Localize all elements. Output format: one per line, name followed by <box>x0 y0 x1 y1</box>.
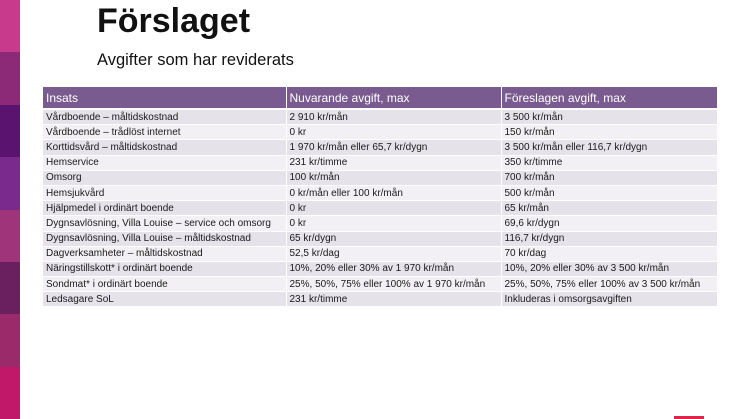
cell-proposed-fee: 150 kr/mån <box>501 125 717 140</box>
cell-current-fee: 65 kr/dygn <box>286 231 501 246</box>
table-row <box>43 140 717 155</box>
cell-current-fee: 0 kr/mån eller 100 kr/mån <box>286 185 501 200</box>
cell-current-fee: 0 kr <box>286 201 501 216</box>
cell-insats: Ledsagare SoL <box>43 292 286 307</box>
cell-proposed-fee: 500 kr/mån <box>501 185 717 200</box>
cell-proposed-fee: 116,7 kr/dygn <box>501 231 717 246</box>
cell-proposed-fee: Inkluderas i omsorgsavgiften <box>501 292 717 307</box>
side-bar-segment <box>0 0 20 52</box>
cell-proposed-fee: 10%, 20% eller 30% av 3 500 kr/mån <box>501 261 717 276</box>
cell-proposed-fee: 3 500 kr/mån <box>501 109 717 125</box>
cell-proposed-fee: 700 kr/mån <box>501 170 717 185</box>
cell-current-fee: 100 kr/mån <box>286 170 501 185</box>
slide-title: Förslaget <box>97 2 251 40</box>
cell-insats: Hemservice <box>43 155 286 170</box>
cell-current-fee: 231 kr/timme <box>286 292 501 307</box>
fees-table <box>43 87 718 307</box>
table-row <box>43 292 717 307</box>
table-row <box>43 155 717 170</box>
cell-insats: Korttidsvård – måltidskostnad <box>43 140 286 155</box>
side-bar-segment <box>0 210 20 262</box>
cell-current-fee: 10%, 20% eller 30% av 1 970 kr/mån <box>286 261 501 276</box>
header-insats: Insats <box>43 87 286 109</box>
table-row <box>43 216 717 231</box>
cell-current-fee: 0 kr <box>286 125 501 140</box>
cell-insats: Omsorg <box>43 170 286 185</box>
decorative-side-bar <box>0 0 20 419</box>
slide-subtitle: Avgifter som har reviderats <box>97 51 294 69</box>
side-bar-segment <box>0 314 20 366</box>
side-bar-segment <box>0 262 20 314</box>
cell-current-fee: 231 kr/timme <box>286 155 501 170</box>
cell-insats: Dygnsavlösning, Villa Louise – service och omsorg <box>43 216 286 231</box>
cell-proposed-fee: 70 kr/dag <box>501 246 717 261</box>
header-current-fee: Nuvarande avgift, max <box>286 87 501 109</box>
header-row <box>43 87 717 109</box>
table-row <box>43 246 717 261</box>
cell-proposed-fee: 69,6 kr/dygn <box>501 216 717 231</box>
table-body <box>43 109 717 307</box>
cell-insats: Sondmat* i ordinärt boende <box>43 277 286 292</box>
table-row <box>43 109 717 125</box>
cell-proposed-fee: 350 kr/timme <box>501 155 717 170</box>
cell-insats: Näringstillskott* i ordinärt boende <box>43 261 286 276</box>
table-header <box>43 87 717 109</box>
table-row <box>43 185 717 200</box>
table-row <box>43 261 717 276</box>
side-bar-segment <box>0 52 20 104</box>
cell-insats: Dagverksamheter – måltidskostnad <box>43 246 286 261</box>
cell-proposed-fee: 3 500 kr/mån eller 116,7 kr/dygn <box>501 140 717 155</box>
side-bar-segment <box>0 367 20 419</box>
cell-insats: Hemsjukvård <box>43 185 286 200</box>
cell-insats: Vårdboende – trådlöst internet <box>43 125 286 140</box>
table-row <box>43 231 717 246</box>
table-row <box>43 170 717 185</box>
cell-insats: Vårdboende – måltidskostnad <box>43 109 286 125</box>
cell-current-fee: 52,5 kr/dag <box>286 246 501 261</box>
table-row <box>43 125 717 140</box>
cell-current-fee: 2 910 kr/mån <box>286 109 501 125</box>
side-bar-segment <box>0 105 20 157</box>
cell-proposed-fee: 65 kr/mån <box>501 201 717 216</box>
table-row <box>43 201 717 216</box>
table-row <box>43 277 717 292</box>
header-proposed-fee: Föreslagen avgift, max <box>501 87 717 109</box>
cell-current-fee: 0 kr <box>286 216 501 231</box>
side-bar-segment <box>0 157 20 209</box>
cell-current-fee: 1 970 kr/mån eller 65,7 kr/dygn <box>286 140 501 155</box>
cell-current-fee: 25%, 50%, 75% eller 100% av 1 970 kr/mån <box>286 277 501 292</box>
cell-insats: Hjälpmedel i ordinärt boende <box>43 201 286 216</box>
cell-proposed-fee: 25%, 50%, 75% eller 100% av 3 500 kr/mån <box>501 277 717 292</box>
cell-insats: Dygnsavlösning, Villa Louise – måltidskostnad <box>43 231 286 246</box>
